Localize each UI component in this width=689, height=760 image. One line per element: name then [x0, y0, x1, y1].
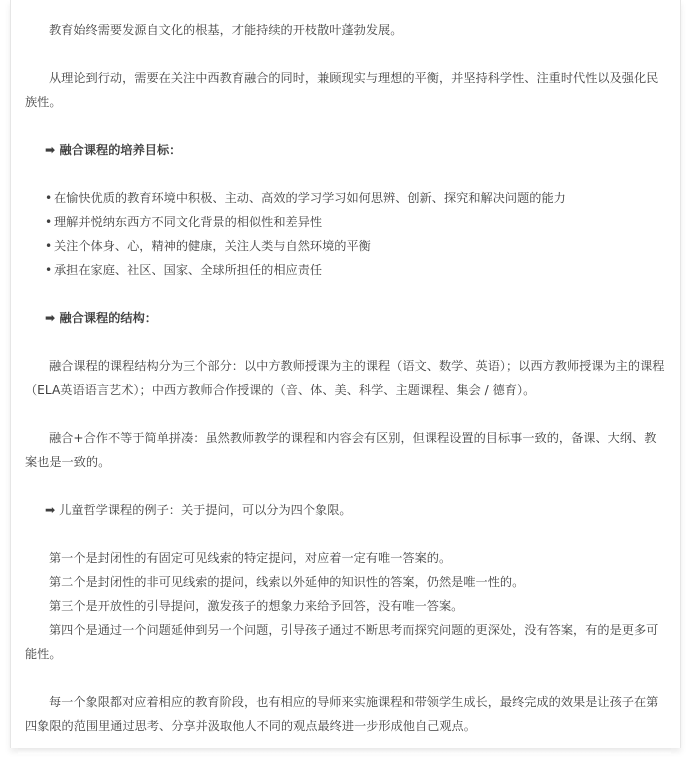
paragraph-structure: 融合课程的课程结构分为三个部分：以中方教师授课为主的课程（语文、数学、英语）；以西方教师授课为主的课程（ELA英语语言艺术）；中西方教师合作授课的（音、体、美、科学、主题课程、集会 / 德育）。 — [25, 359, 665, 397]
list-item: • 承担在家庭、社区、国家、全球所担任的相应责任 — [45, 263, 323, 277]
heading-goals: ➡ 融合课程的培养目标： — [45, 143, 182, 157]
card-shadow — [18, 748, 671, 754]
paragraph-intro: 教育始终需要发源自文化的根基，才能持续的开枝散叶蓬勃发展。 — [49, 23, 403, 37]
paragraph-cooperation: 融合+合作不等于简单拼凑：虽然教师教学的课程和内容会有区别，但课程设置的目标事一致的，备课、大纲、教案也是一致的。 — [25, 431, 657, 469]
heading-structure: ➡ 融合课程的结构： — [45, 311, 157, 325]
article-card — [10, 0, 681, 748]
quadrant-item: 第四个是通过一个问题延伸到另一个问题，引导孩子通过不断思考而探究问题的更深处，没有答案，有的是更多可能性。 — [25, 623, 659, 661]
list-item: • 理解并悦纳东西方不同文化背景的相似性和差异性 — [45, 215, 323, 229]
quadrant-item: 第二个是封闭性的非可见线索的提问，线索以外延伸的知识性的答案，仍然是唯一性的。 — [49, 575, 525, 589]
quadrant-item: 第三个是开放性的引导提问，激发孩子的想象力来给予回答，没有唯一答案。 — [49, 599, 464, 613]
list-item: • 在愉快优质的教育环境中积极、主动、高效的学习学习如何思辨、创新、探究和解决问题的能力 — [45, 191, 566, 205]
quadrant-item: 第一个是封闭性的有固定可见线索的特定提问，对应着一定有唯一答案的。 — [49, 551, 452, 565]
article-body — [25, 18, 667, 738]
paragraph-conclusion: 每一个象限都对应着相应的教育阶段，也有相应的导师来实施课程和带领学生成长，最终完成的效果是让孩子在第四象限的范围里通过思考、分享并汲取他人不同的观点最终进一步形成他自己观点。 — [25, 695, 659, 733]
list-item: • 关注个体身、心，精神的健康，关注人类与自然环境的平衡 — [45, 239, 371, 253]
heading-philosophy-example: ➡ 儿童哲学课程的例子：关于提问，可以分为四个象限。 — [45, 503, 352, 517]
paragraph-theory: 从理论到行动，需要在关注中西教育融合的同时，兼顾现实与理想的平衡，并坚持科学性、注重时代性以及强化民族性。 — [25, 71, 659, 109]
